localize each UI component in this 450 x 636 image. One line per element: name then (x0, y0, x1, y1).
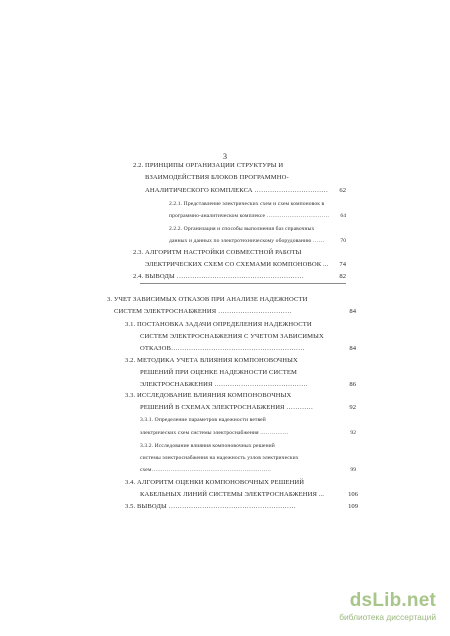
toc-entry-2-4: 2.4. ВЫВОДЫ ………………………………………………… (133, 273, 304, 280)
toc-page-70: 70 (340, 238, 346, 244)
toc-page-86: 86 (349, 381, 356, 388)
toc-page-82: 82 (339, 273, 346, 280)
toc-entry-2-2-2-line1: 2.2.2. Организация и способы выполнения баз справочных (169, 226, 315, 232)
toc-entry-3-1-line1: 3.1. ПОСТАНОВКА ЗАДАЧИ ОПРЕДЕЛЕНИЯ НАДЕЖНОСТИ (125, 321, 312, 328)
toc-entry-3-3-1-line1: 3.3.1. Определение параметров надежности ветвей (140, 417, 266, 423)
toc-page-62: 62 (339, 187, 346, 194)
toc-entry-2-3-line2: ЭЛЕКТРИЧЕСКИХ СХЕМ СО СХЕМАМИ КОМПОНОВОК ... (145, 261, 329, 268)
toc-entry-3-3-2-line3: схем……………………………………………………… (140, 467, 272, 473)
toc-entry-2-2-1-line2: программно-аналитическом комплексе …………………………… (169, 213, 330, 219)
toc-entry-3-3-1-line2: электрических схем системы электроснабжения …………… (140, 430, 289, 436)
toc-entry-3-2-line3: ЭЛЕКТРОСНАБЖЕНИЯ …………………………………… (140, 381, 308, 388)
toc-entry-3-1-line2: СИСТЕМ ЭЛЕКТРОСНАБЖЕНИЯ С УЧЕТОМ ЗАВИСИМЫХ (140, 333, 324, 340)
toc-entry-2-2-line2: ВЗАИМОДЕЙСТВИЯ БЛОКОВ ПРОГРАММНО- (145, 174, 289, 181)
dslib-watermark (306, 590, 436, 626)
toc-page-74: 74 (339, 261, 346, 268)
toc-entry-2-2-line3: АНАЛИТИЧЕСКОГО КОМПЛЕКСА …………………………… (145, 187, 329, 194)
toc-entry-3-5: 3.5. ВЫВОДЫ ………………………………………………… (125, 503, 296, 510)
toc-page-92a: 92 (349, 404, 356, 411)
toc-entry-3-line1: 3. УЧЕТ ЗАВИСИМЫХ ОТКАЗОВ ПРИ АНАЛИЗЕ НАДЕЖНОСТИ (107, 296, 308, 303)
toc-entry-3-2-line1: 3.2. МЕТОДИКА УЧЕТА ВЛИЯНИЯ КОМПОНОВОЧНЫХ (125, 357, 298, 364)
toc-page-109: 109 (348, 503, 358, 510)
toc-entry-3-4-line1: 3.4. АЛГОРИТМ ОЦЕНКИ КОМПОНОВОЧНЫХ РЕШЕНИЙ (125, 479, 305, 486)
toc-entry-2-2-1-line1: 2.2.1. Представление электрических схем и схем компоновок в (169, 201, 325, 207)
toc-entry-2-2-2-line2: данных и данных по электротехническому оборудованию …… (169, 238, 325, 244)
underline-rule (140, 283, 346, 284)
toc-page-84b: 84 (349, 345, 356, 352)
toc-page-64: 64 (340, 213, 346, 219)
toc-page-92b: 92 (350, 430, 356, 436)
dslib-subtitle: библиотека диссертаций (339, 612, 436, 622)
toc-entry-3-line2: СИСТЕМ ЭЛЕКТРОСНАБЖЕНИЯ …………………………… (114, 308, 292, 315)
toc-page-84a: 84 (349, 308, 356, 315)
toc-entry-3-1-line3: ОТКАЗОВ…………………………………………………… (140, 345, 305, 352)
toc-page-106: 106 (348, 491, 358, 498)
toc-entry-3-3-line1: 3.3. ИССЛЕДОВАНИЕ ВЛИЯНИЯ КОМПОНОВОЧНЫХ (125, 392, 292, 399)
toc-entry-3-3-2-line2: системы электроснабжения на надежность узлов электрических (140, 455, 299, 461)
toc-page-99: 99 (350, 467, 356, 473)
dslib-logo: dsLib.net (349, 590, 436, 611)
page-number: 3 (223, 152, 227, 161)
toc-entry-3-3-line2: РЕШЕНИЙ В СХЕМАХ ЭЛЕКТРОСНАБЖЕНИЯ ………… (140, 404, 314, 411)
toc-entry-2-3-line1: 2.3. АЛГОРИТМ НАСТРОЙКИ СОВМЕСТНОЙ РАБОТЫ (133, 249, 302, 256)
toc-entry-3-3-2-line1: 3.3.2. Исследование влияния компоновочных решений (140, 443, 275, 449)
toc-entry-2-2-line1: 2.2. ПРИНЦИПЫ ОРГАНИЗАЦИИ СТРУКТУРЫ И (133, 162, 284, 169)
toc-entry-3-2-line2: РЕШЕНИЙ ПРИ ОЦЕНКЕ НАДЕЖНОСТИ СИСТЕМ (140, 369, 298, 376)
toc-entry-3-4-line2: КАБЕЛЬНЫХ ЛИНИЙ СИСТЕМЫ ЭЛЕКТРОСНАБЖЕНИЯ ... (140, 491, 324, 498)
